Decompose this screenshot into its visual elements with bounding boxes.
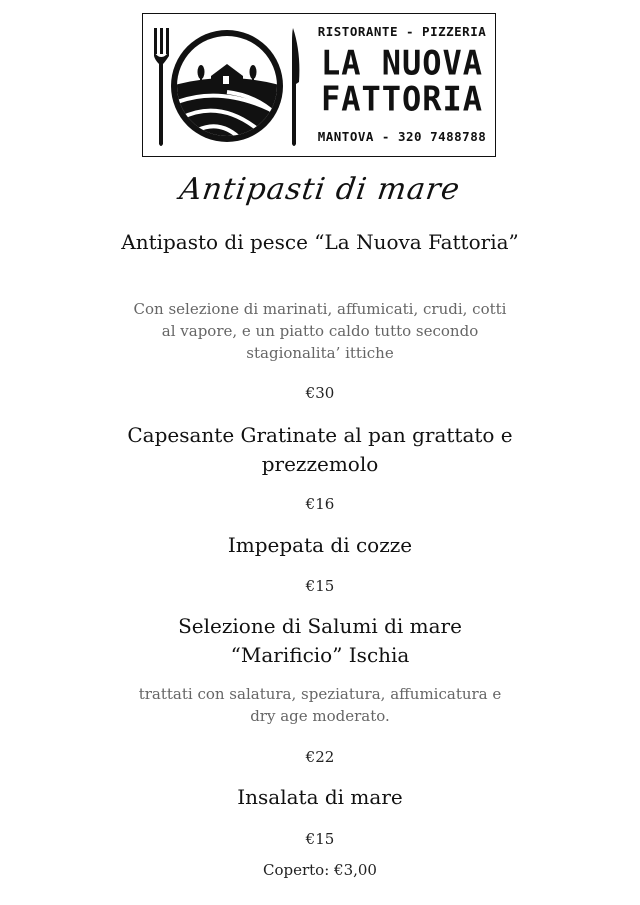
fork-knife-farm-emblem-icon bbox=[151, 22, 301, 150]
logo-name-line2: FATTORIA bbox=[320, 79, 484, 119]
menu-item-price: €22 bbox=[305, 748, 335, 766]
menu-item-title: Selezione di Salumi di mare “Marificio” Ischia bbox=[178, 614, 462, 667]
menu-item-description: trattati con salatura, speziatura, affumicatura e dry age moderato. bbox=[138, 685, 502, 725]
menu-item-price: €15 bbox=[305, 830, 335, 848]
menu-item-description: Con selezione di marinati, affumicati, crudi, cotti al vapore, e un piatto caldo tutto secondo stagionalita’ ittiche bbox=[133, 300, 507, 362]
logo-subtitle: RISTORANTE - PIZZERIA bbox=[317, 24, 487, 39]
logo-name-line1: LA NUOVA bbox=[320, 43, 484, 83]
logo-text-block bbox=[313, 22, 491, 144]
menu-item-title: Capesante Gratinate al pan grattato e prezzemolo bbox=[127, 423, 513, 476]
cover-charge: Coperto: €3,00 bbox=[263, 861, 377, 879]
restaurant-logo bbox=[142, 13, 496, 157]
menu-item-title: Impepata di cozze bbox=[227, 533, 413, 557]
menu-item-title: Antipasto di pesce “La Nuova Fattoria” bbox=[121, 230, 519, 254]
logo-contact: MANTOVA - 320 7488788 bbox=[317, 129, 487, 144]
menu-item-price: €30 bbox=[305, 384, 335, 402]
menu-item-price: €16 bbox=[305, 495, 335, 513]
menu-item-price: €15 bbox=[305, 577, 335, 595]
section-title: Antipasti di mare bbox=[177, 172, 463, 207]
menu-item-title: Insalata di mare bbox=[237, 785, 403, 809]
